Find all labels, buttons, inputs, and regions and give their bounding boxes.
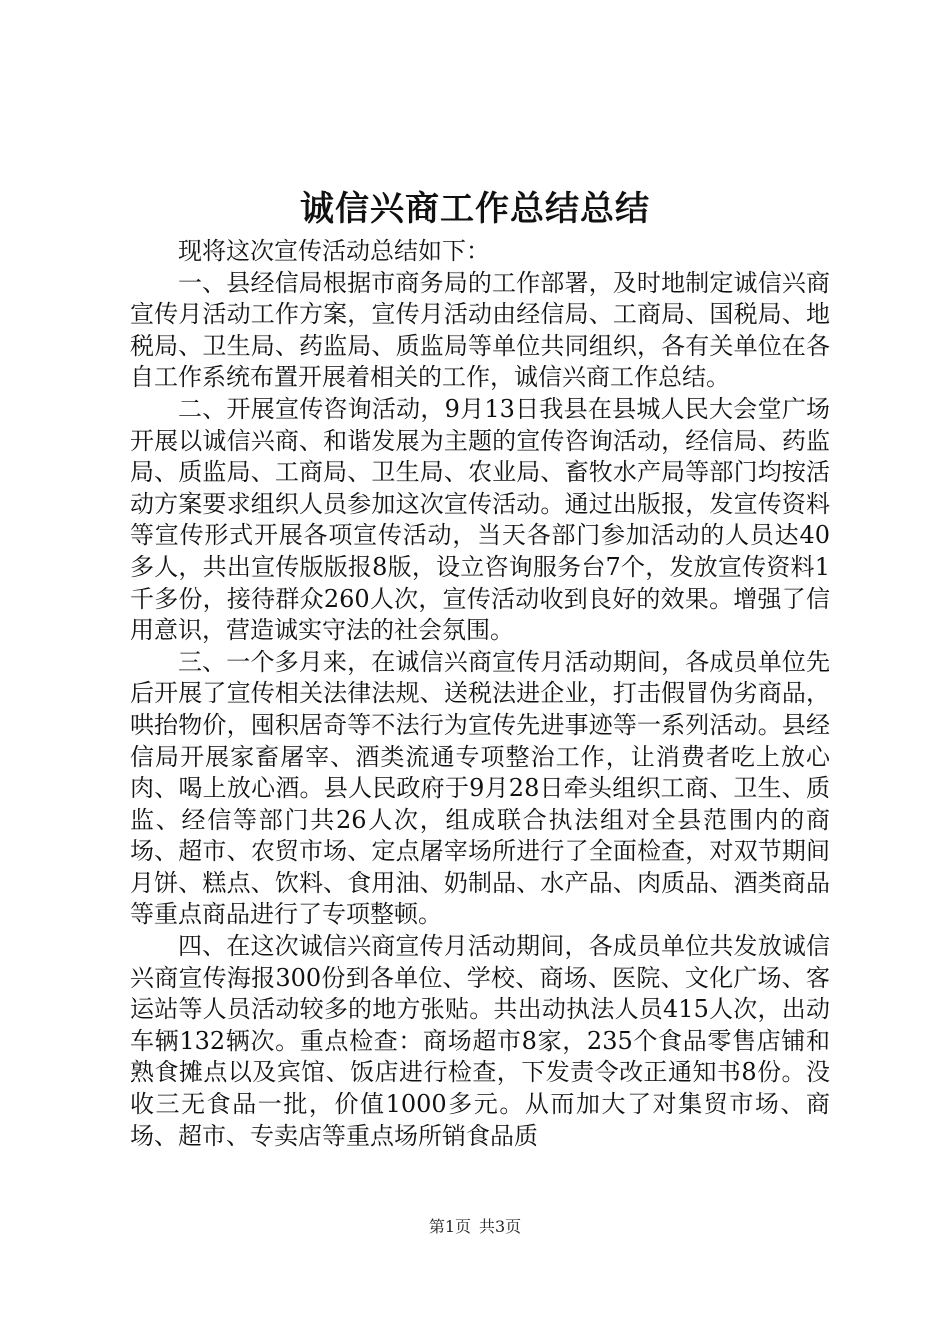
document-body <box>130 236 830 1152</box>
paragraph-section-3: 三、一个多月来，在诚信兴商宣传月活动期间，各成员单位先后开展了宣传相关法律法规、送税法进企业，打击假冒伪劣商品，哄抬物价，囤积居奇等不法行为宣传先进事迹等一系列活动。县经信局开展家畜屠宰、酒类流通专项整治工作，让消费者吃上放心肉、喝上放心酒。县人民政府于9月28日牵头组织工商、卫生、质监、经信等部门共26人次，组成联合执法组对全县范围内的商场、超市、农贸市场、定点屠宰场所进行了全面检查，对双节期间月饼、糕点、饮料、食用油、奶制品、水产品、肉质品、酒类商品等重点商品进行了专项整顿。 <box>130 647 830 929</box>
paragraph-section-2: 二、开展宣传咨询活动，9月13日我县在县城人民大会堂广场开展以诚信兴商、和谐发展为主题的宣传咨询活动，经信局、药监局、质监局、工商局、卫生局、农业局、畜牧水产局等部门均按活动方案要求组织人员参加这次宣传活动。通过出版报，发宣传资料等宣传形式开展各项宣传活动，当天各部门参加活动的人员达40多人，共出宣传版版报8版，设立咨询服务台7个，发放宣传资料1千多份，接待群众260人次，宣传活动收到良好的效果。增强了信用意识，营造诚实守法的社会氛围。 <box>130 394 830 645</box>
paragraph-intro: 现将这次宣传活动总结如下： <box>178 237 490 265</box>
page-number-total: 共3页 <box>479 1217 522 1236</box>
paragraph-section-4: 四、在这次诚信兴商宣传月活动期间，各成员单位共发放诚信兴商宣传海报300份到各单位、学校、商场、医院、文化广场、客运站等人员活动较多的地方张贴。共出动执法人员415人次，出动车辆132辆次。重点检查：商场超市8家，235个食品零售店铺和熟食摊点以及宾馆、饭店进行检查，下发责令改正通知书8份。没收三无食品一批，价值1000多元。从而加大了对集贸市场、商场、超市、专卖店等重点场所销食品质 <box>130 932 830 1150</box>
paragraph-section-1: 一、县经信局根据市商务局的工作部署，及时地制定诚信兴商宣传月活动工作方案，宣传月活动由经信局、工商局、国税局、地税局、卫生局、药监局、质监局等单位共同组织，各有关单位在各自工作系统布置开展着相关的工作，诚信兴商工作总结。 <box>130 268 830 392</box>
page-number-current: 第1页 <box>428 1217 471 1236</box>
document-title: 诚信兴商工作总结总结 <box>300 189 650 229</box>
page-footer <box>0 1216 950 1238</box>
